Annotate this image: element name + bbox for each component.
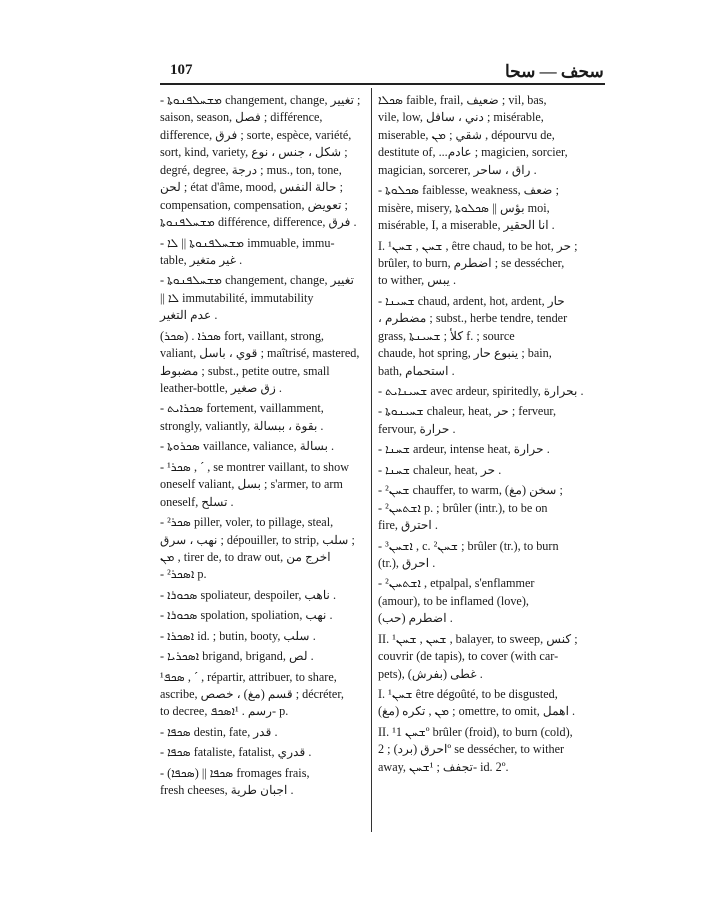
dictionary-entry	[160, 587, 365, 604]
running-head: سحف — سحا	[505, 62, 604, 81]
entry-line: fire, احترق .	[378, 518, 438, 533]
entry-line: to wither, يبس .	[378, 273, 456, 288]
entry-line: valiant, قوي ، باسل ; maîtrisé, mastered,	[160, 346, 360, 361]
entry-line: - ²ܐܫܬܚܢ p. ; brûler (intr.), to be on	[378, 500, 548, 515]
dictionary-entry	[160, 607, 365, 624]
entry-line: - (ܣܟܦܐ) || ܣܟܦܐ fromages frais,	[160, 765, 310, 780]
entry-line: - ܣܟܦܐ destin, fate, قدر .	[160, 724, 278, 739]
dictionary-entry	[378, 238, 603, 290]
dictionary-entry	[160, 459, 365, 511]
entry-line: pets), (بفرش) غطى .	[378, 666, 483, 681]
entry-line: saison, season, فصل ; différence,	[160, 110, 323, 125]
entry-line: to decree, رسم . ¹ܐܣܟܦ- p.	[160, 704, 289, 719]
entry-line: - ²ܫܚܢ chauffer, to warm, (مغ) سخن ;	[378, 483, 563, 498]
dictionary-entry	[378, 631, 603, 683]
entry-line: - ²ܣܟܪ piller, voler, to pillage, steal,	[160, 515, 334, 530]
entry-line: احرق (برد) ; 2º se dessécher, to wither	[378, 742, 565, 757]
entry-line: magician, sorcerer, راق ، ساحر .	[378, 162, 537, 177]
entry-line: || ܠܐ immutabilité, immutability	[160, 290, 314, 305]
entry-line: - ܐܣܟܪܐ id. ; butin, booty, سلب .	[160, 628, 316, 643]
entry-line: - ܣܟܠܘܬܐ faiblesse, weakness, ضعف ;	[378, 183, 559, 198]
dictionary-entry	[160, 328, 365, 398]
entry-line: - ²ܐܣܟܪ p.	[160, 567, 207, 582]
entry-line: ¹ܣܟܦ , ´ , répartir, attribuer, to share,	[160, 669, 337, 684]
entry-line: sort, kind, variety, شكل ، جنس ، نوع ;	[160, 145, 348, 160]
entry-line: نهب ، سرق ; dépouiller, to strip, سلب ;	[160, 532, 355, 547]
dictionary-entry	[378, 403, 603, 438]
entry-line: ascribe, قسم (مغ) ، خصص ; décréter,	[160, 687, 344, 701]
entry-line: - ܡܫܚܠܦܢܘܬܐ || ܠܐ immuable, immu-	[160, 235, 335, 250]
entry-line: - ¹ܣܟܪ , ´ , se montrer vaillant, to show	[160, 459, 350, 474]
entry-line: ، مضطرم ; subst., herbe tendre, tender	[378, 311, 568, 326]
dictionary-entry	[160, 628, 365, 645]
entry-line: bath, استحمام .	[378, 363, 455, 378]
dictionary-entry	[378, 462, 603, 479]
entry-line: - ܡܫܚܠܦܢܘܬܐ changement, change, تغيير ;	[160, 93, 361, 107]
entry-line: II. ¹ܫܚܢ 1º brûler (froid), to burn (cold),	[378, 724, 573, 739]
entry-line: fervour, حرارة .	[378, 421, 456, 436]
entry-line: ܡܢ , tirer de, to draw out, اخرج من	[160, 549, 331, 564]
entry-line: degré, degree, درجة ; mus., ton, tone,	[160, 162, 342, 177]
entry-line: (ܣܟܪ) . ܣܟܪܐ fort, vaillant, strong,	[160, 328, 324, 343]
entry-line: - ܣܟܪܘܬܐ vaillance, valiance, بسالة .	[160, 439, 335, 454]
dictionary-entry	[160, 92, 365, 232]
entry-line: - ܫܚܢܐ ardeur, intense heat, حرارة .	[378, 442, 550, 457]
entry-line: fresh cheeses, اجبان طرية .	[160, 783, 294, 798]
entry-line: I. ¹ܫܚܢ , ܫܚܢ , être chaud, to be hot, حر ;	[378, 238, 578, 253]
entry-line: misère, misery, بؤس || ܣܟܠܘܬܐ moi,	[378, 200, 550, 215]
entry-line: - ܣܟܪܐܝܬ fortement, vaillamment,	[160, 401, 324, 416]
dictionary-entry	[378, 724, 603, 776]
dictionary-entry	[160, 724, 365, 741]
header-rule	[160, 83, 605, 85]
entry-line: ܡܫܚܠܦܢܘܬܐ différence, difference, فرق .	[160, 215, 357, 230]
entry-line: difference, فرق ; sorte, espèce, variété,	[160, 127, 352, 142]
entry-line: miserable, شقي ; ܡܢ , dépourvu de,	[378, 127, 555, 142]
dictionary-entry	[378, 538, 603, 573]
entry-line: لحن ; état d'âme, mood, حالة النفس ;	[160, 180, 343, 195]
entry-line: - ܐܣܟܪܝܐ brigand, brigand, لص .	[160, 649, 314, 664]
entry-line: - ܡܫܚܠܦܢܘܬܐ changement, change, تغيير	[160, 273, 354, 288]
dictionary-entry	[378, 686, 603, 721]
entry-line: - ³ܐܫܚܢ , c. ²ܫܚܢ ; brûler (tr.), to burn	[378, 538, 559, 553]
dictionary-entry	[160, 514, 365, 584]
dictionary-entry	[378, 441, 603, 458]
page-number: 107	[170, 62, 193, 78]
entry-line: vile, low, دني ، سافل ; misérable,	[378, 110, 544, 125]
entry-line: misérable, I, a miserable, انا الحقير .	[378, 218, 555, 233]
entry-line: table, غير متغير .	[160, 252, 243, 267]
dictionary-entry	[160, 744, 365, 761]
entry-line: strongly, valiantly, بقوة ، ببسالة .	[160, 418, 324, 433]
entry-line: - ܫܚܝܢܐ chaud, ardent, hot, ardent, حار	[378, 293, 565, 308]
entry-line: - ܫܚܝܢܘܬܐ chaleur, heat, حر ; ferveur,	[378, 404, 557, 419]
entry-line: II. ¹ܫܚܢ , ܫܚܢ , balayer, to sweep, كنس ;	[378, 631, 578, 646]
entry-line: couvrir (de tapis), to cover (with car-	[378, 649, 559, 664]
entry-line: - ܫܚܢܐ chaleur, heat, حر .	[378, 462, 502, 477]
right-column	[378, 92, 603, 779]
entry-line: اضطرم (حب) .	[378, 611, 453, 626]
entry-line: oneself valiant, بسل ; s'armer, to arm	[160, 477, 343, 492]
dictionary-entry	[378, 182, 603, 234]
entry-line: away, تجفف ; ¹ܫܚܢ- id. 2º.	[378, 759, 509, 774]
column-divider	[371, 88, 372, 832]
dictionary-entry	[378, 575, 603, 627]
dictionary-entry	[160, 648, 365, 665]
entry-line: (tr.), احرق .	[378, 555, 436, 570]
entry-line: leather-bottle, زق صغير .	[160, 381, 282, 395]
dictionary-entry	[378, 383, 603, 400]
entry-line: - ܣܟܘܪܐ spoliateur, despoiler, ناهب .	[160, 587, 337, 602]
dictionary-entry	[378, 482, 603, 534]
entry-line: - ܣܟܦܐ fataliste, fatalist, قدري .	[160, 745, 312, 760]
entry-line: destitute of, ...عادم ; magicien, sorcier,	[378, 145, 568, 160]
entry-line: - ²ܐܫܬܚܢ , etpalpal, s'enflammer	[378, 576, 535, 591]
entry-line: - ܣܟܘܪܐ spolation, spoliation, نهب .	[160, 608, 333, 623]
entry-line: (amour), to be inflamed (love),	[378, 593, 529, 608]
dictionary-entry	[160, 400, 365, 435]
entry-line: عدم التغير .	[160, 308, 218, 323]
dictionary-entry	[160, 272, 365, 324]
entry-line: I. ¹ܫܚܢ être dégoûté, to be disgusted,	[378, 687, 558, 701]
entry-line: مضبوط ; subst., petite outre, small	[160, 363, 330, 378]
entry-line: oneself, تسلح .	[160, 494, 234, 509]
dictionary-entry	[378, 293, 603, 380]
entry-line: ܡܢ , تكره (مغ) ; omettre, to omit, اهمل .	[378, 704, 576, 719]
entry-line: ܣܟܠܐ faible, frail, ضعيف ; vil, bas,	[378, 93, 547, 107]
entry-line: compensation, compensation, تعويض ;	[160, 197, 348, 212]
entry-line: chaude, hot spring, ينبوع حار ; bain,	[378, 346, 552, 361]
entry-line: - ܫܚܝܢܐܝܬ avec ardeur, spiritedly, بحرارة .	[378, 384, 584, 398]
dictionary-entry	[160, 235, 365, 270]
dictionary-entry	[378, 92, 603, 179]
dictionary-entry	[160, 669, 365, 721]
left-column	[160, 92, 365, 803]
dictionary-entry	[160, 765, 365, 800]
entry-line: brûler, to burn, اضطرم ; se dessécher,	[378, 255, 565, 270]
entry-line: grass, كلأ ; ܫܚܝܢܬܐ f. ; source	[378, 328, 515, 343]
dictionary-entry	[160, 438, 365, 455]
